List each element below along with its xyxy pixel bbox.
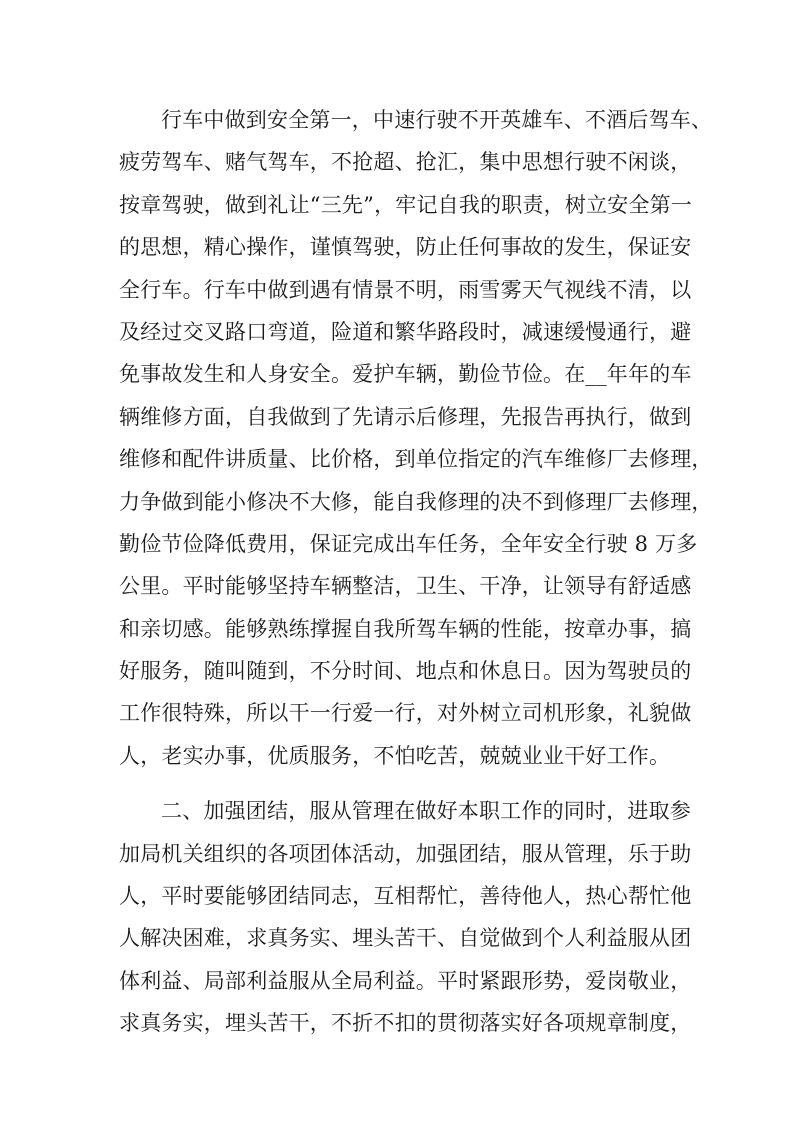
text-line: 全行车。行车中做到遇有情景不明，雨雪雾天气视线不清，以 [119,277,692,302]
text-line: 按章驾驶，做到礼让“三先”，牢记自我的职责，树立安全第一 [119,192,693,217]
paragraph-driving-safety [119,99,713,777]
text-line: 维修和配件讲质量、比价格，到单位指定的汽车维修厂去修理， [119,447,713,472]
text-line: 好服务，随叫随到，不分时间、地点和休息日。因为驾驶员的 [119,659,692,684]
text-line: 行车中做到安全第一，中速行驶不开英雄车、不酒后驾车、 [161,108,713,132]
text-line: 人，老实办事，优质服务，不怕吃苦，兢兢业业干好工作。 [119,743,671,768]
text-line: 人解决困难，求真务实、埋头苦干、自觉做到个人利益服从团 [119,926,692,951]
document-page [119,99,713,1045]
paragraph-unity-management [119,790,692,1044]
text-line: 人，平时要能够团结同志，互相帮忙，善待他人，热心帮忙他 [119,884,692,909]
text-line: 工作很特殊，所以干一行爱一行，对外树立司机形象，礼貌做 [119,701,692,726]
paragraph-gap [119,777,689,790]
text-line: 力争做到能小修决不大修，能自我修理的决不到修理厂去修理， [119,489,713,514]
text-line: 勤俭节俭降低费用，保证完成出车任务，全年安全行驶 8 万多 [119,531,698,556]
text-line: 求真务实，埋头苦干，不折不扣的贯彻落实好各项规章制度， [119,1011,692,1036]
text-line: 辆维修方面，自我做到了先请示后修理，先报告再执行，做到 [119,404,692,429]
text-line: 二、加强团结，服从管理在做好本职工作的同时，进取参 [161,799,691,824]
text-line: 免事故发生和人身安全。爱护车辆，勤俭节俭。在__年年的车 [119,362,692,387]
text-line: 和亲切感。能够熟练撑握自我所驾车辆的性能，按章办事，搞 [119,616,692,641]
text-line: 加局机关组织的各项团体活动，加强团结，服从管理，乐于助 [119,841,692,866]
text-line: 疲劳驾车、赌气驾车，不抢超、抢汇，集中思想行驶不闲谈， [119,150,692,175]
text-line: 公里。平时能够坚持车辆整洁，卫生、干净，让领导有舒适感 [119,574,692,599]
text-line: 的思想，精心操作，谨慎驾驶，防止任何事故的发生，保证安 [119,235,692,260]
text-line: 体利益、局部利益服从全局利益。平时紧跟形势，爱岗敬业， [119,968,692,993]
text-line: 及经过交叉路口弯道，险道和繁华路段时，减速缓慢通行，避 [119,319,692,344]
